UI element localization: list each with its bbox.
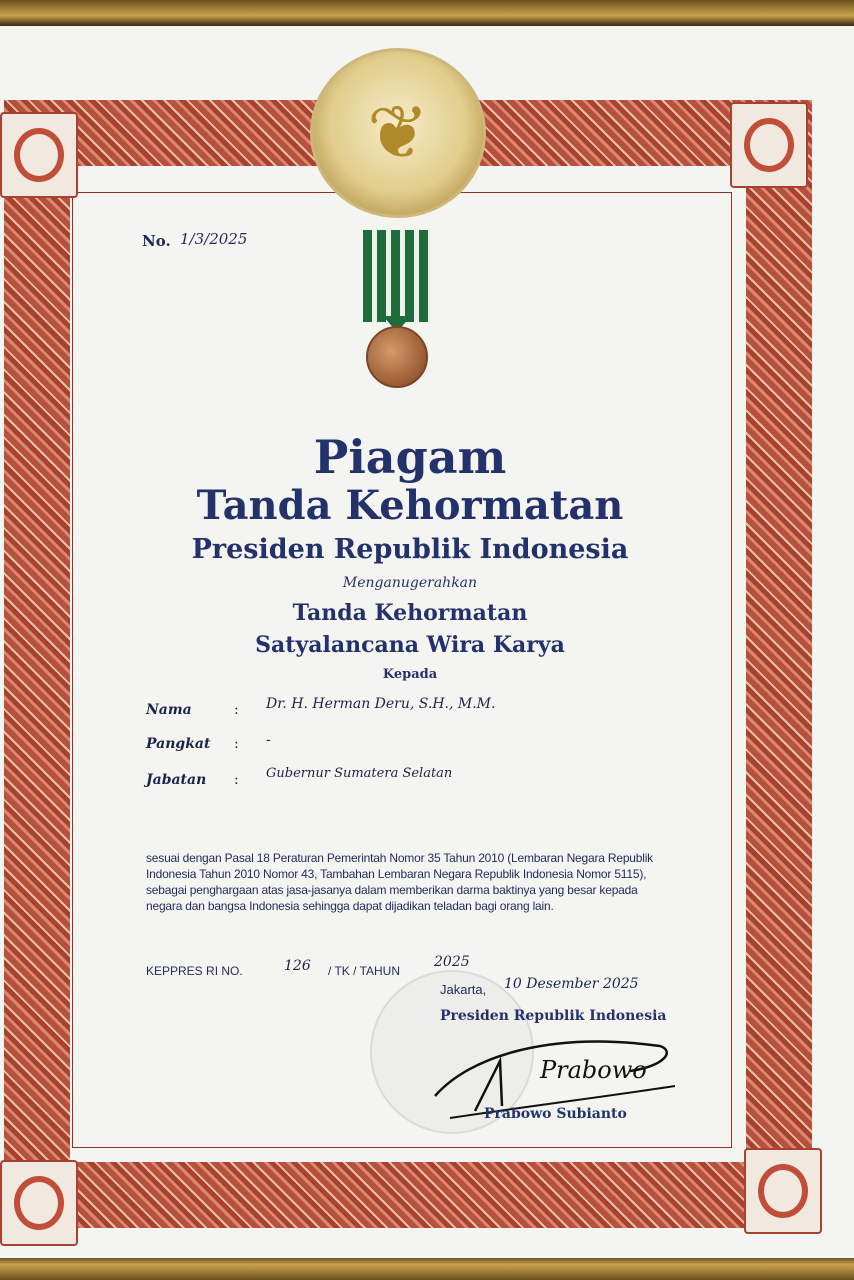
- field-label-nama: Nama: [146, 702, 192, 718]
- field-label-jabatan: Jabatan: [146, 772, 207, 788]
- number-label: No.: [142, 232, 171, 250]
- keppres-label: KEPPRES RI NO.: [146, 964, 243, 978]
- garuda-emblem-icon: [310, 48, 486, 218]
- place: Jakarta,: [440, 982, 487, 997]
- signatory-name: Prabowo Subianto: [484, 1106, 627, 1122]
- keppres-number: 126: [284, 958, 311, 974]
- medal-ribbon: [363, 230, 431, 322]
- award-line-1: Tanda Kehormatan: [292, 600, 528, 626]
- recipient-intro: Kepada: [382, 667, 438, 682]
- corner-ornament-top-right: [730, 102, 808, 188]
- certificate-subtitle: Tanda Kehormatan: [196, 482, 624, 529]
- number-value: 1/3/2025: [180, 230, 248, 248]
- field-label-pangkat: Pangkat: [146, 736, 211, 752]
- body-line: negara dan bangsa Indonesia sehingga dapat dijadikan teladan bagi orang lain.: [146, 899, 554, 913]
- field-colon: :: [234, 772, 239, 788]
- body-line: sesuai dengan Pasal 18 Peraturan Pemerintah Nomor 35 Tahun 2010 (Lembaran Negara Republik: [146, 851, 653, 865]
- keppres-year: 2025: [434, 954, 470, 970]
- certificate-title: Piagam: [313, 430, 507, 484]
- corner-ornament-bottom-right: [744, 1148, 822, 1234]
- field-value-nama: Dr. H. Herman Deru, S.H., M.M.: [266, 696, 496, 712]
- corner-ornament-top-left: [0, 112, 78, 198]
- award-line-2: Satyalancana Wira Karya: [255, 632, 565, 658]
- conferring-text: Menganugerahkan: [342, 575, 478, 591]
- field-colon: :: [234, 736, 239, 752]
- body-line: Indonesia Tahun 2010 Nomor 43, Tambahan Lembaran Negara Republik Indonesia Nomor 5115),: [146, 867, 647, 881]
- keppres-mid: / TK / TAHUN: [328, 964, 401, 978]
- signatory-title: Presiden Republik Indonesia: [440, 1008, 667, 1024]
- field-value-pangkat: -: [266, 732, 271, 748]
- decree-body-text: [146, 850, 706, 914]
- issuer: Presiden Republik Indonesia: [191, 534, 629, 565]
- medal-icon: [366, 326, 428, 388]
- field-value-jabatan: Gubernur Sumatera Selatan: [266, 766, 453, 781]
- date: 10 Desember 2025: [504, 976, 639, 992]
- garuda-icon: ❦: [366, 90, 430, 176]
- signature-text: Prabowo: [540, 1056, 647, 1084]
- corner-ornament-bottom-left: [0, 1160, 78, 1246]
- field-colon: :: [234, 702, 239, 718]
- body-line: sebagai penghargaan atas jasa-jasanya dalam memberikan darma baktinya yang besar kepada: [146, 883, 638, 897]
